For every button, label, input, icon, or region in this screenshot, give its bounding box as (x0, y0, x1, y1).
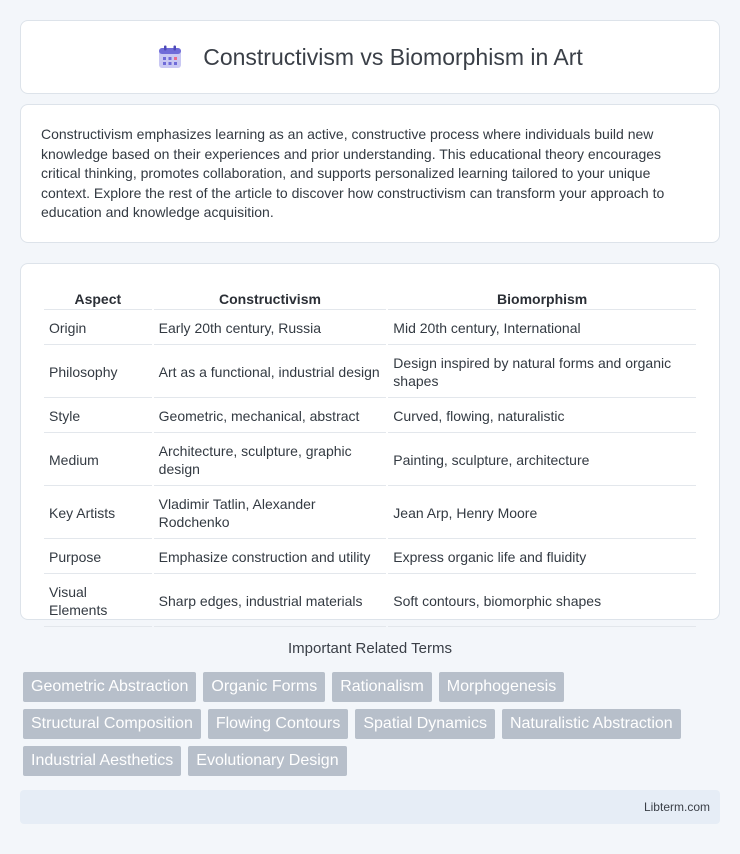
table-row (44, 435, 696, 486)
footer-site-link[interactable]: Libterm.com (643, 800, 710, 814)
row-constructivism: Early 20th century, Russia (154, 312, 387, 345)
row-biomorphism: Mid 20th century, International (388, 312, 696, 345)
row-biomorphism: Design inspired by natural forms and organic shapes (388, 347, 696, 398)
row-aspect: Origin (44, 312, 152, 345)
related-term-tag[interactable]: Spatial Dynamics (355, 709, 495, 739)
row-aspect: Visual Elements (44, 576, 152, 627)
table-row (44, 400, 696, 433)
title-card (20, 20, 720, 94)
related-term-tag[interactable]: Morphogenesis (439, 672, 564, 702)
related-term-tag[interactable]: Flowing Contours (208, 709, 349, 739)
row-biomorphism: Painting, sculpture, architecture (388, 435, 696, 486)
row-biomorphism: Curved, flowing, naturalistic (388, 400, 696, 433)
row-constructivism: Vladimir Tatlin, Alexander Rodchenko (154, 488, 387, 539)
row-biomorphism: Jean Arp, Henry Moore (388, 488, 696, 539)
calendar-grid-icon (157, 44, 183, 70)
row-constructivism: Emphasize construction and utility (154, 541, 387, 574)
row-constructivism: Geometric, mechanical, abstract (154, 400, 387, 433)
related-term-tag[interactable]: Naturalistic Abstraction (502, 709, 681, 739)
row-constructivism: Architecture, sculpture, graphic design (154, 435, 387, 486)
row-aspect: Purpose (44, 541, 152, 574)
related-term-tag[interactable]: Evolutionary Design (188, 746, 346, 776)
related-term-tag[interactable]: Geometric Abstraction (23, 672, 196, 702)
intro-paragraph: Constructivism emphasizes learning as an active, constructive process where individuals build new knowledge based on their experiences and prior understanding. This educational theory encourages critical thinking, promotes collaboration, and supports personalized learning tailored to your unique context. Explore the rest of the article to discover how constructivism can transform your approach to education and knowledge acquisition. (41, 126, 665, 221)
related-terms-list (23, 672, 723, 776)
row-biomorphism: Express organic life and fluidity (388, 541, 696, 574)
row-constructivism: Sharp edges, industrial materials (154, 576, 387, 627)
intro-card (20, 104, 720, 243)
table-header-row (44, 286, 696, 310)
related-term-tag[interactable]: Industrial Aesthetics (23, 746, 181, 776)
row-aspect: Key Artists (44, 488, 152, 539)
row-constructivism: Art as a functional, industrial design (154, 347, 387, 398)
table-row (44, 312, 696, 345)
header-constructivism: Constructivism (154, 286, 387, 310)
header-aspect: Aspect (44, 286, 152, 310)
comparison-table-card (20, 263, 720, 620)
table-row (44, 488, 696, 539)
row-biomorphism: Soft contours, biomorphic shapes (388, 576, 696, 627)
related-term-tag[interactable]: Organic Forms (203, 672, 325, 702)
table-row (44, 347, 696, 398)
related-terms-heading: Important Related Terms (288, 640, 452, 657)
comparison-table (42, 284, 698, 629)
row-aspect: Style (44, 400, 152, 433)
related-term-tag[interactable]: Structural Composition (23, 709, 201, 739)
row-aspect: Philosophy (44, 347, 152, 398)
table-row (44, 541, 696, 574)
page-title: Constructivism vs Biomorphism in Art (203, 43, 583, 70)
header-biomorphism: Biomorphism (388, 286, 696, 310)
footer (20, 790, 720, 824)
related-term-tag[interactable]: Rationalism (332, 672, 432, 702)
table-row (44, 576, 696, 627)
row-aspect: Medium (44, 435, 152, 486)
